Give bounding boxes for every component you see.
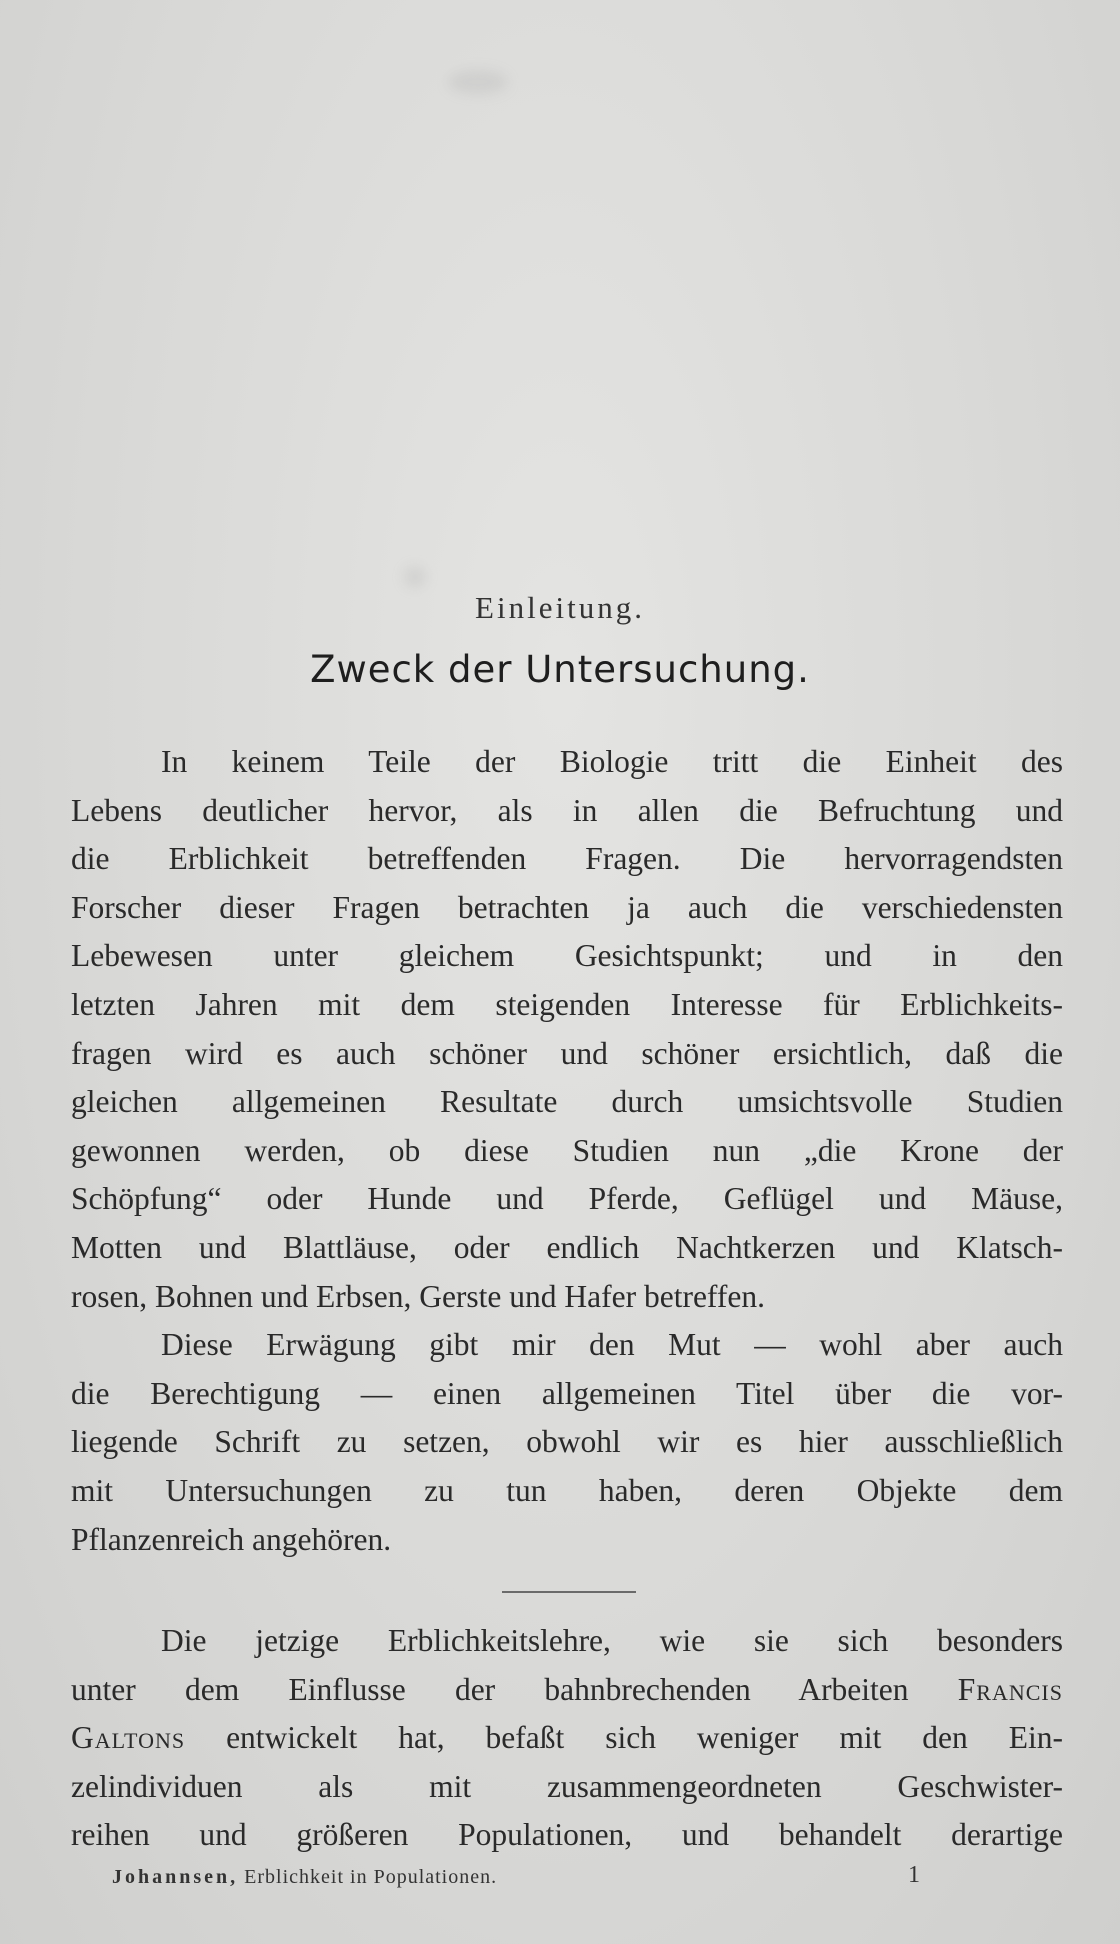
text-line: Motten und Blattläuse, oder endlich Nachtkerzen und Klatsch- bbox=[71, 1229, 1063, 1265]
text-line: Schöpfung“ oder Hunde und Pferde, Geflügel und Mäuse, bbox=[71, 1181, 1063, 1217]
text-line: Forscher dieser Fragen betrachten ja auch die verschiedensten bbox=[71, 889, 1063, 925]
paper-smudge bbox=[448, 70, 508, 94]
text-line bbox=[71, 1666, 1063, 1715]
text-line: gewonnen werden, ob diese Studien nun „die Krone der bbox=[71, 1132, 1063, 1168]
text-line: rosen, Bohnen und Erbsen, Gerste und Hafer betreffen. bbox=[71, 1278, 765, 1314]
text-line: fragen wird es auch schöner und schöner ersichtlich, daß die bbox=[71, 1035, 1063, 1071]
text-line: mit Untersuchungen zu tun haben, deren Objekte dem bbox=[71, 1472, 1063, 1508]
text-line: zelindividuen als mit zusammengeordneten Geschwister- bbox=[71, 1768, 1063, 1804]
text-line: Diese Erwägung gibt mir den Mut — wohl aber auch bbox=[161, 1327, 1063, 1363]
text-span: entwickelt hat, befaßt sich weniger mit den Ein- bbox=[185, 1720, 1063, 1756]
text-line: die Berechtigung — einen allgemeinen Titel über die vor- bbox=[71, 1375, 1063, 1411]
text-line bbox=[71, 1714, 1063, 1763]
text-line: Lebens deutlicher hervor, als in allen die Befruchtung und bbox=[71, 792, 1063, 828]
text-line: liegende Schrift zu setzen, obwohl wir es hier ausschließlich bbox=[71, 1424, 1063, 1460]
section-separator bbox=[502, 1591, 636, 1593]
text-line: reihen und größeren Populationen, und behandelt derartige bbox=[71, 1817, 1063, 1853]
text-line: Lebewesen unter gleichem Gesichtspunkt; und in den bbox=[71, 938, 1063, 974]
paper-smudge bbox=[404, 566, 426, 588]
author-name-galton: Galtons bbox=[71, 1720, 186, 1756]
text-line: die Erblichkeit betreffenden Fragen. Die hervorragendsten bbox=[71, 841, 1063, 877]
page-number: 1 bbox=[908, 1862, 920, 1888]
text-line: gleichen allgemeinen Resultate durch umsichtsvolle Studien bbox=[71, 1084, 1063, 1120]
text-line: letzten Jahren mit dem steigenden Interesse für Erblichkeits- bbox=[71, 986, 1063, 1022]
text-span: unter dem Einflusse der bahnbrechenden Arbeiten bbox=[71, 1671, 958, 1707]
text-line: In keinem Teile der Biologie tritt die Einheit des bbox=[161, 744, 1063, 779]
chapter-label: Einleitung. bbox=[475, 590, 645, 625]
text-line: Die jetzige Erblichkeitslehre, wie sie sich besonders bbox=[161, 1623, 1063, 1658]
text-line: Pflanzenreich angehören. bbox=[71, 1521, 392, 1557]
running-footer bbox=[112, 1866, 497, 1889]
author-name-galton: Francis bbox=[957, 1671, 1063, 1707]
paragraph-1 bbox=[71, 738, 1063, 1564]
chapter-title: Zweck der Untersuchung. bbox=[310, 648, 810, 691]
footer-work-title: Erblichkeit in Populationen. bbox=[238, 1866, 498, 1888]
paragraph-3 bbox=[71, 1617, 1063, 1860]
footer-author: Johannsen, bbox=[112, 1866, 239, 1888]
